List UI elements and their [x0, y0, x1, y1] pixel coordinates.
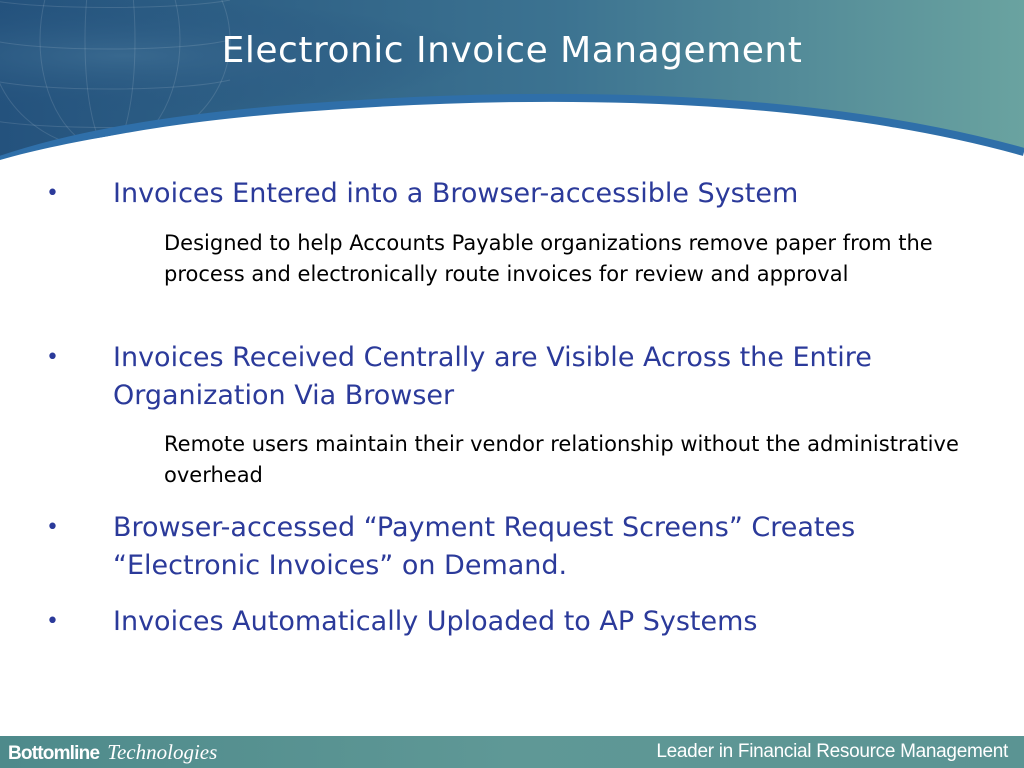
bullet-icon: •	[46, 609, 59, 634]
bullet-detail: Designed to help Accounts Payable organizations remove paper from the process and electronically route invoices for review and approval	[164, 231, 933, 286]
logo-wordmark: Bottomline	[8, 743, 100, 764]
slide-footer	[0, 736, 1024, 768]
footer-tagline: Leader in Financial Resource Management	[656, 741, 1008, 762]
bullet-detail: Remote users maintain their vendor relationship without the administrative overhead	[164, 432, 959, 487]
bullet-heading: Browser-accessed “Payment Request Screens” Creates “Electronic Invoices” on Demand.	[113, 512, 856, 581]
bullet-heading: Invoices Received Centrally are Visible Across the Entire Organization Via Browser	[113, 342, 872, 411]
bullet-icon: •	[46, 181, 59, 206]
bullet-heading: Invoices Entered into a Browser-accessible System	[113, 178, 799, 209]
bullet-heading: Invoices Automatically Uploaded to AP Systems	[113, 606, 758, 637]
page-title: Electronic Invoice Management	[221, 30, 803, 71]
bullet-icon: •	[46, 345, 59, 370]
logo-subtitle: Technologies	[107, 740, 218, 764]
company-logo	[8, 738, 217, 766]
bullet-icon: •	[46, 515, 59, 540]
